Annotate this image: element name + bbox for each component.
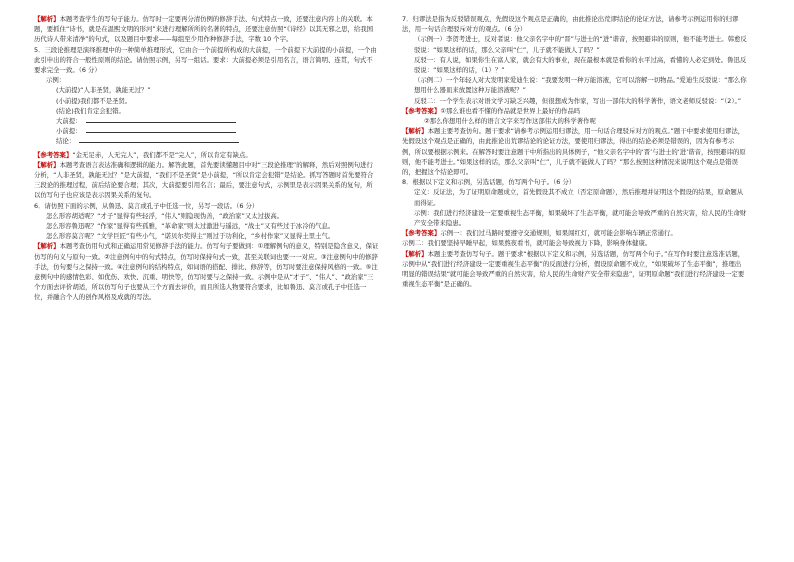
question-6: 6．请仿照下面的示例，从鲁迅、莫言或孔子中任选一位，另写一段话。（6 分） xyxy=(34,201,259,210)
question-6-example-c: 怎么形容莫言呢？“文学巨匠”有些小气，“诺贝尔奖得主”则过于功利化，“乡村作家”又显得土里土气。 xyxy=(46,232,335,241)
analysis-6: 【解析】本题考查仿用句式和正确运用常见修辞手法的能力。仿写句子要做到：①理解例句的意义，特别是隐含意义，保证仿写的句义与原句一致。②注意例句中的句式特点，仿写时保持句式一致，甚至关联词也要一一对应。③注意例句中的修辞手法，仿句要与之保持一致。④注意例句的结构特点，如词语的搭配、排比、修辞等，仿写时要注意保持风格的一致。⑤注意例句中的感情色彩、如优伤、欢快、沉重、明快等，仿写时要与之保持一致。示例中是从“才子”、“伟人”、“政治家”三个方面去评价胡适，所以仿写句子也要从三个方面去评价，而且所选人物要符合要求，比如鲁迅、莫言或孔子中任选一位，并融合个人的创作风格及成就的写法。 xyxy=(34,242,379,302)
example-8: 示例：我们进行经济建设一定要重视生态平衡，如果破坏了生态平衡，就可能会导致严重的自然灾害，给人民的生命财产安全带来隐患。 xyxy=(414,208,747,228)
answer-5: 【参考答案】“金无足赤，人无完人”，我们都不是“完人”，所以肯定有缺点。 xyxy=(34,150,252,159)
example-line-2: (小前提)我们都不是圣贤。 xyxy=(56,96,132,105)
answer-8-b: 示例二：我们要坚持早睡早起，如果熬夜看书，就可能会导致视力下降，影响身体健康。 xyxy=(402,239,652,248)
analysis-8: 【解析】本题主要考查仿写句子。题干要求“根据以下定义和示例，另选话题，仿写两个句子。”在写作时要注意选准话题，示例中从“我们进行经济建设一定要重视生态平衡”的反面进行分析，假设原命题不成立，“如果破坏了生态平衡”，推理出明显的错误结果“就可能会导致严重的自然灾害，给人民的生命财产安全带来隐患”，证明原命题“我们进行经济建设一定要重视生态平衡”是正确的。 xyxy=(402,249,745,289)
rebuttal-1: 反驳一：有人说，如果你生在富人家，就会有大的事业，现在最根本就是看你的水平过高，看懂的人必定到处。鲁迅反驳说：“如果这样的话，（1）？” xyxy=(414,55,747,75)
example-line-3: (结论)我们肯定会犯错。 xyxy=(56,106,125,115)
question-7: 7．归谬法是指为反驳错误观点，先假设这个观点是正确的，由此推论出荒谬结论的论证方法，请参考示例运用你的归谬法，用一句话合理驳斥对方的观点。（6 分） xyxy=(402,15,739,34)
question-6-example-a: 怎么形容胡适呢？“才子”显得有些轻浮，“伟人”则隐现伪善，“政治家”又太过拔高。 xyxy=(46,211,284,220)
example-label: 示例： xyxy=(46,76,66,85)
analysis-5: 【解析】本题考查语言表达准确和逻辑的能力。解答此题，首先要读懂题目中对“三段论推理”的解释，然后对照例句进行分析，“人非圣贤，孰能无过？”是大前提，“我们不是圣贤”是小前提，“所以肯定会犯错”是结论。抓写答题时首先要符合三段论的推理过程，前后结论要合理；其次，大前提要引用名言；最后，要注意句式，示例里是表示因果关系的复句，所以仿写句子也应该是表示因果关系的复句。 xyxy=(34,160,374,200)
example-1: （示例一）李贺考进士，反对者说：他父亲名字中的“晋”与进士的“进”谐音，按照避讳的原则，他不能考进士。韩愈反驳说：“如果这样的话，那么父亲叫“仁”，儿子就不能做人了吗？” xyxy=(414,35,747,54)
question-6-example-b: 怎么形容鲁迅呢？“作家”显得有些孤雅，“革命家”则太过激进与遥远，“战士”又有些过于冰冷的气息。 xyxy=(46,222,335,231)
right-column xyxy=(402,14,747,289)
example-line-1: (大前提)“人非圣贤，孰能无过？” xyxy=(56,86,151,95)
conclusion-field: 结论： xyxy=(34,136,379,146)
answer-8: 【参考答案】示例一：我们过马路时要遵守交通规则，如果闯红灯，就可能会影响车辆正常通行。 xyxy=(402,229,677,238)
rebuttal-2: 反驳二：一个学生表示对语文学习缺乏兴趣，但很想成为作家，写出一部伟大的科学著作，语文老师反驳说：“（2）。” xyxy=(414,96,742,105)
question-8: 8．根据以下定义和示例，另选话题，仿写两个句子。（6 分） xyxy=(402,178,576,187)
minor-premise-field: 小前提： xyxy=(34,126,379,136)
answer-7: 【参考答案】①那么谁也看不懂的作品就是世界上最好的作品吗 xyxy=(402,106,581,115)
major-premise-field: 大前提： xyxy=(34,116,379,126)
left-column xyxy=(34,14,379,303)
question-5: 5．三段论推理是演绎推理中的一种简单推理形式，它由合一个前提所构成的大前提，一个前提下大前提的小前提，一个由此引申出的符合一般性原则的结论。请仿照示例，另写一组话。要求：大前提必须是引用名言，语言简明、连贯，句式不要求完全一致。（6 分） xyxy=(34,45,377,75)
answer-7-b: ②那么你想用什么样的语言文字来写作这部伟大的科学著作呢 xyxy=(424,117,596,126)
analysis-7: 【解析】本题主要考查仿句。题干要求“请参考示例运用归谬法，用一句话合理驳斥对方的观点。”题干中要求使用归谬法，先假设这个观点是正确的，由此推论出荒谬结论的论证方法，要使用归谬法，得出的结论必须是错误的，因为有参考示例，所以要根据示例来。在解答时要注意题干中所指出的具体例子，“他父亲名字中的‘晋’与进士的‘进’谐音，按照避讳的原则，他不能考进士。”如果这样的话，那么父亲叫“仁”，儿子就不能做人了吗？”那么按照这种情况来说明这个观点是错误的，把握这个结论即可。 xyxy=(402,127,746,177)
analysis-paragraph-1: 【解析】本题考查学生的写句子能力。仿写时一定要再分清仿例的修辞手法、句式特点一致，还要注意内容上的关联。本题，要抓住“诗书，就是在温熙文明的形河”来进行理解所所的名著的特点，还要注意仿照“《诗经》以其无邪之思，给我国历代诗人带来清净”的句式，以及题目中要求——每组至少用作种修辞手法，字数 10 个字。 xyxy=(34,15,374,44)
definition-8: 定义：反证法，为了证明原命题成立，首先假设其不成立（否定原命题），然后推理并证明这个假设的结果，原命题从而得证。 xyxy=(414,188,744,207)
example-2: （示例二）一个年轻人对大发明家爱迪生说：“我要发明一种万能溶液，它可以溶解一切物品。”爱迪生反驳说：“那么你想用什么器皿来放置这种万能溶液呢？” xyxy=(414,76,747,95)
